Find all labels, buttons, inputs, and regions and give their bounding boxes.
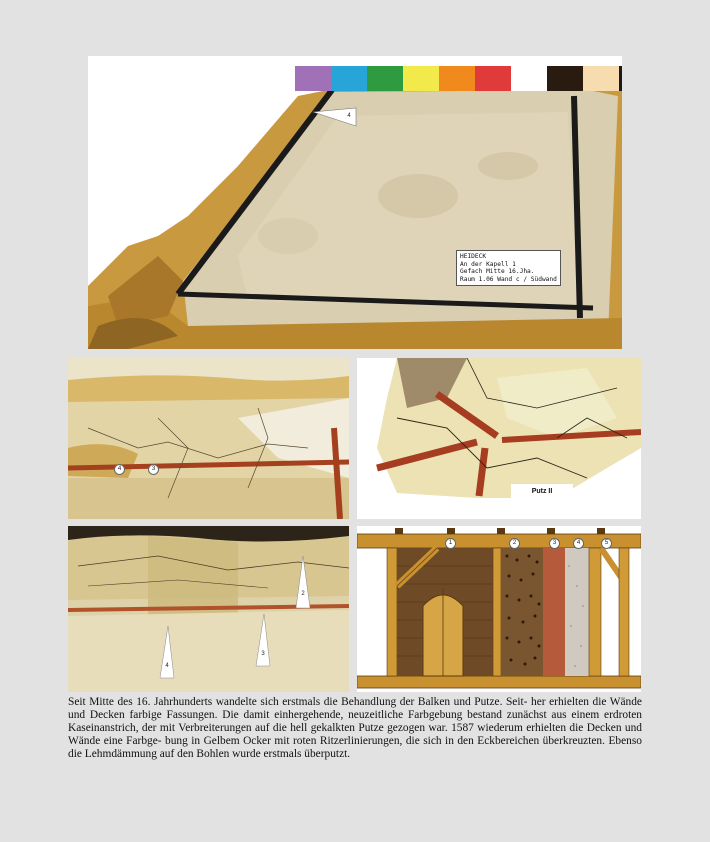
mid-left-marker-3: 3: [148, 464, 159, 475]
caption-line: bung in Gelbem Ocker mit roten Ritzerlinierungen, die sich in den Eckbereichen überkreuzten.: [165, 734, 605, 747]
label-line: Raum 1.06 Wand c / Südwand: [460, 275, 557, 283]
caption-line: Seit Mitte des 16. Jahrhunderts wandelte sich erstmals die Behandlung der Balken und Putze. Seit-: [68, 696, 528, 708]
sample-label-card: [456, 250, 561, 286]
color-swatch: [619, 66, 622, 91]
color-swatch: [511, 66, 547, 91]
top-photo-marker: 4: [347, 113, 351, 119]
label-line: HEIDECK: [460, 253, 487, 260]
mid-left-marker-4: 4: [114, 464, 125, 475]
bottom-left-marker-4: 4: [165, 663, 169, 669]
caption-line: Ebenso die Lehmdämmung auf den Bohlen wurde erstmals überputzt.: [68, 734, 642, 760]
caption-line: hell gekalkten Putze gezogen war. 1587 wiederum erhielten die Decken und Wände eine Farbge-: [68, 721, 642, 747]
top-photo-wall-fragment: [88, 56, 622, 349]
bottom-left-photo-layers: [68, 526, 349, 692]
bottom-right-timber-frame-drawing: [357, 526, 641, 692]
color-swatch: [475, 66, 511, 91]
color-swatch: [403, 66, 439, 91]
color-swatch: [331, 66, 367, 91]
drawing-marker-3: 3: [549, 538, 560, 549]
mid-left-photo-plaster-stripe: [68, 358, 349, 519]
bottom-left-marker-3: 3: [261, 651, 265, 657]
drawing-marker-5: 5: [601, 538, 612, 549]
drawing-marker-2: 2: [509, 538, 520, 549]
color-swatch: [295, 66, 331, 91]
caption-line: her erhielten die Wände und Decken farbige Fassungen. Die damit einhergehende, neuzeitliche: [68, 696, 642, 721]
putz-label: Putz II: [511, 484, 573, 500]
color-swatch: [583, 66, 619, 91]
caption-paragraph: [68, 696, 642, 761]
bottom-left-marker-2: 2: [301, 591, 305, 597]
label-line: An der Kapell 1: [460, 260, 516, 268]
color-swatch: [547, 66, 583, 91]
drawing-marker-1: 1: [445, 538, 456, 549]
mid-right-photo-putz: [357, 358, 641, 519]
drawing-marker-4: 4: [573, 538, 584, 549]
label-line: Gefach Mitte 16.Jha.: [460, 268, 535, 276]
caption-line: Farbgebung bestand zunächst aus einem erdroten Kaseinanstrich, der mit Verbreiterungen auf die: [68, 708, 642, 734]
color-swatch: [439, 66, 475, 91]
color-swatch: [367, 66, 403, 91]
